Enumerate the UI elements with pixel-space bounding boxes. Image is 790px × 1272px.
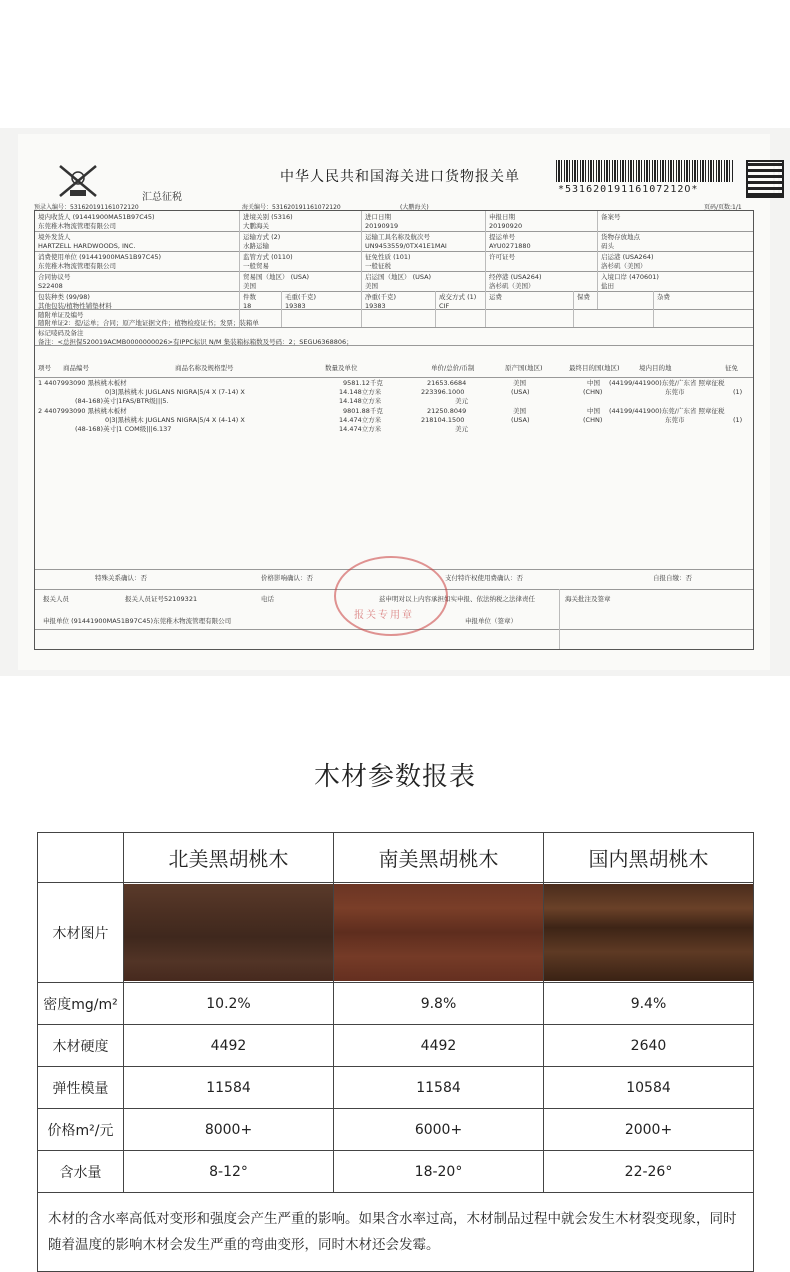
- goods-row-2-domestic: (44199/441900)东莞/广东省 照章征税: [609, 407, 725, 415]
- goods-row-1-line2: 0|3|黑核桃木 JUGLANS NIGRA|5/4 X (7-14) X: [105, 388, 245, 396]
- barcode: [556, 160, 734, 182]
- net-label: 净重(千克): [365, 293, 397, 301]
- image-row-label: 木材图片: [38, 883, 124, 983]
- goods-row-1-qty1: 9581.12千克: [343, 379, 383, 387]
- wood-parameter-table: [37, 832, 754, 1272]
- goods-row-2-line3: (48-168)英寸|1 COM级|||6.137: [75, 425, 172, 433]
- declarant-cert: 报关人员证号52109321: [125, 595, 198, 603]
- goods-row-2-qty2: 14.474立方米: [339, 416, 382, 424]
- entry-port-value: 盐田: [601, 282, 614, 290]
- goods-header-qty: 数量及单位: [325, 364, 358, 372]
- contract-label: 合同协议号: [38, 273, 71, 281]
- declaring-seal: 申报单位（签章）: [465, 617, 517, 625]
- goods-row-1-origin: 美国: [513, 379, 526, 387]
- declare-date-label: 申报日期: [489, 213, 515, 221]
- goods-header-origin: 原产国(地区): [505, 364, 543, 372]
- bl-label: 提运单号: [489, 233, 515, 241]
- table-row: [38, 1151, 754, 1193]
- table-cell: 18-20°: [334, 1151, 544, 1193]
- supervision-value: 一般贸易: [243, 262, 269, 270]
- row-label-moisture: 含水量: [38, 1151, 124, 1193]
- table-row: [38, 1109, 754, 1151]
- table-cell: 4492: [334, 1025, 544, 1067]
- table-corner-cell: [38, 833, 124, 883]
- table-cell: 2640: [544, 1025, 754, 1067]
- tax-label: 征免性质 (101): [365, 253, 411, 261]
- goods-row-1-levy: (1): [733, 388, 743, 396]
- goods-row-2-price2: 218104.1500: [421, 416, 465, 424]
- declarant: 报关人员: [43, 595, 69, 603]
- supervision-label: 监管方式 (0110): [243, 253, 293, 261]
- row-label-price: 价格m²/元: [38, 1109, 124, 1151]
- goods-row-1-price1: 21653.6684: [427, 379, 467, 387]
- table-row: [38, 983, 754, 1025]
- section-title: 木材参数报表: [313, 762, 476, 792]
- gross-label: 毛重(千克): [285, 293, 317, 301]
- marks-value: 备注：<总担保520019ACMB0000000026>有IPPC标识 N/M 集装箱标箱数及号码：2；SEGU6368806；: [38, 338, 353, 346]
- goods-row-2-domestic2: 东莞市: [665, 416, 685, 424]
- goods-row-1-dest-code: (CHN): [583, 388, 603, 396]
- departure-label: 启运港 (USA264): [601, 253, 654, 261]
- goods-row-1-line1: 1 4407993090 黑核桃木板材: [38, 379, 127, 387]
- wood-image-cell: [334, 883, 544, 983]
- deal-value: CIF: [439, 302, 450, 310]
- table-image-row: [38, 883, 754, 983]
- domestic-walnut-image: [544, 884, 753, 981]
- departure-value: 洛杉矶（美国）: [601, 262, 647, 270]
- docs-label: 随附单证及编号: [38, 311, 84, 319]
- table-note: 木材的含水率高低对变形和强度会产生严重的影响。如果含水率过高，木材制品过程中就会发生木材裂变现象，同时随着温度的影响木材会发生严重的弯曲变形，同时木材还会发霉。: [38, 1193, 754, 1272]
- trade-country-label: 贸易国（地区） (USA): [243, 273, 310, 281]
- phone: 电话: [261, 595, 274, 603]
- insurance-label: 保费: [577, 293, 590, 301]
- table-cell: 8-12°: [124, 1151, 334, 1193]
- customs-emblem-icon: [56, 162, 100, 200]
- origin-country-label: 启运国（地区） (USA): [365, 273, 432, 281]
- declaring-unit: 申报单位 (91441900MA51B97C45)东莞稚木物流管理有限公司: [43, 617, 232, 625]
- pre-record-number: 预录入编号：531620191161072120: [34, 204, 139, 211]
- page-info: 页码/页数:1/1: [704, 204, 742, 211]
- goods-header-levy: 征免: [725, 364, 738, 372]
- top-whitespace: [0, 0, 790, 128]
- goods-row-1-price3: 美元: [455, 397, 468, 405]
- package-value: 其他包装/植物性铺垫材料: [38, 302, 112, 310]
- barcode-text: *53162019116107212O*: [558, 184, 699, 195]
- consignee-value: 东莞稚木物流管理有限公司: [38, 222, 116, 230]
- license-label: 许可证号: [489, 253, 515, 261]
- goods-row-1-origin-code: (USA): [511, 388, 530, 396]
- price-influence: 价格影响确认：否: [261, 574, 313, 582]
- goods-row-1-price2: 223396.1000: [421, 388, 465, 396]
- tax-summary-label: 汇总征税: [142, 192, 182, 203]
- entry-customs-label: 进境关别 (5316): [243, 213, 293, 221]
- consumer-label: 消费使用单位 (91441900MA51B97C45): [38, 253, 162, 261]
- customs-note: 海关批注及签章: [565, 595, 611, 603]
- gross-value: 19383: [285, 302, 306, 310]
- goods-row-2-price3: 美元: [455, 425, 468, 433]
- customs-office: (大鹏海关): [400, 204, 429, 211]
- header-south-american-walnut: 南美黑胡桃木: [334, 833, 544, 883]
- goods-row-1-qty3: 14.148立方米: [339, 397, 382, 405]
- row-label-hardness: 木材硬度: [38, 1025, 124, 1067]
- table-note-row: [38, 1193, 754, 1272]
- tax-value: 一般征税: [365, 262, 391, 270]
- declare-date-value: 20190920: [489, 222, 523, 230]
- net-value: 19383: [365, 302, 386, 310]
- package-label: 包装种类 (99/98): [38, 293, 90, 301]
- goods-header-name: 商品名称及规格型号: [175, 364, 234, 372]
- wood-image-cell: [124, 883, 334, 983]
- table-cell: 11584: [124, 1067, 334, 1109]
- transport-label: 运输方式 (2): [243, 233, 281, 241]
- header-domestic-walnut: 国内黑胡桃木: [544, 833, 754, 883]
- row-label-elastic-modulus: 弹性模量: [38, 1067, 124, 1109]
- transport-value: 水路运输: [243, 242, 269, 250]
- goods-row-2-line1: 2 4407993090 黑核桃木板材: [38, 407, 127, 415]
- trade-country-value: 美国: [243, 282, 256, 290]
- qr-code-icon: [746, 160, 784, 198]
- declaration-title: 中华人民共和国海关进口货物报关单: [280, 169, 520, 185]
- statement: 兹申明对以上内容承担如实申报、依法纳税之法律责任: [379, 595, 535, 603]
- origin-country-value: 美国: [365, 282, 378, 290]
- table-cell: 10584: [544, 1067, 754, 1109]
- table-row: [38, 1067, 754, 1109]
- self-report: 自报自缴：否: [653, 574, 692, 582]
- goods-row-2-dest-code: (CHN): [583, 416, 603, 424]
- goods-header-item-no: 项号: [38, 364, 51, 372]
- bl-value: AYU0271880: [489, 242, 531, 250]
- goods-row-1-line3: (84-168)英寸|1FAS/BTR级|||5.: [75, 397, 169, 405]
- table-header-row: [38, 833, 754, 883]
- entry-customs-value: 大鹏海关: [243, 222, 269, 230]
- import-date-label: 进口日期: [365, 213, 391, 221]
- wood-image-cell: [544, 883, 754, 983]
- table-cell: 2000+: [544, 1109, 754, 1151]
- stamp-text: 报关专用章: [354, 610, 414, 621]
- table-cell: 9.4%: [544, 983, 754, 1025]
- customs-stamp-icon: [334, 556, 448, 636]
- table-cell: 22-26°: [544, 1151, 754, 1193]
- overseas-shipper-label: 境外发货人: [38, 233, 71, 241]
- docs-value: 随附单证2：提/运单；合同；原产地证据文件；植物检疫证书；发票；装箱单: [38, 319, 259, 327]
- contract-value: S22408: [38, 282, 63, 290]
- royalty: 支付特许权使用费确认：否: [445, 574, 523, 582]
- storage-label: 货物存放地点: [601, 233, 640, 241]
- customs-number: 海关编号：531620191161072120: [242, 204, 341, 211]
- goods-row-2-line2: 0|3|黑核桃木 JUGLANS NIGRA|5/4 X (4-14) X: [105, 416, 245, 424]
- table-cell: 10.2%: [124, 983, 334, 1025]
- vessel-label: 运输工具名称及航次号: [365, 233, 430, 241]
- north-american-walnut-image: [124, 884, 333, 981]
- table-cell: 11584: [334, 1067, 544, 1109]
- goods-row-2-origin-code: (USA): [511, 416, 530, 424]
- pieces-value: 18: [243, 302, 252, 310]
- goods-header-price: 单价/总价/币制: [431, 364, 475, 372]
- row-label-density: 密度mg/m²: [38, 983, 124, 1025]
- goods-row-2-origin: 美国: [513, 407, 526, 415]
- goods-row-2-qty3: 14.474立方米: [339, 425, 382, 433]
- goods-row-2-dest: 中国: [587, 407, 600, 415]
- table-cell: 8000+: [124, 1109, 334, 1151]
- transit-value: 洛杉矶（美国）: [489, 282, 535, 290]
- customs-declaration-image: [0, 128, 790, 676]
- pieces-label: 件数: [243, 293, 256, 301]
- misc-label: 杂费: [657, 293, 670, 301]
- goods-header-dest: 最终目的国(地区): [569, 364, 620, 372]
- table-row: [38, 1025, 754, 1067]
- goods-row-2-qty1: 9801.88千克: [343, 407, 383, 415]
- goods-header-domestic: 境内目的地: [639, 364, 672, 372]
- consumer-value: 东莞稚木物流管理有限公司: [38, 262, 116, 270]
- goods-row-1-dest: 中国: [587, 379, 600, 387]
- vessel-value: UN9453559/0TX41E1MAI: [365, 242, 447, 250]
- goods-row-2-levy: (1): [733, 416, 743, 424]
- filing-no-label: 备案号: [601, 213, 621, 221]
- deal-label: 成交方式 (1): [439, 293, 477, 301]
- transit-label: 经停港 (USA264): [489, 273, 542, 281]
- goods-row-1-domestic: (44199/441900)东莞/广东省 照章征税: [609, 379, 725, 387]
- goods-row-2-price1: 21250.8049: [427, 407, 467, 415]
- storage-value: 码头: [601, 242, 614, 250]
- table-cell: 4492: [124, 1025, 334, 1067]
- special-relation: 特殊关系确认：否: [95, 574, 147, 582]
- goods-row-1-qty2: 14.148立方米: [339, 388, 382, 396]
- goods-header-code: 商品编号: [63, 364, 89, 372]
- table-cell: 9.8%: [334, 983, 544, 1025]
- overseas-shipper-value: HARTZELL HARDWOODS, INC.: [38, 242, 136, 250]
- freight-label: 运费: [489, 293, 502, 301]
- header-north-american-walnut: 北美黑胡桃木: [124, 833, 334, 883]
- entry-port-label: 入境口岸 (470601): [601, 273, 659, 281]
- table-cell: 6000+: [334, 1109, 544, 1151]
- goods-row-1-domestic2: 东莞市: [665, 388, 685, 396]
- south-american-walnut-image: [334, 884, 543, 981]
- consignee-label: 境内收货人 (91441900MA51B97C45): [38, 213, 155, 221]
- marks-label: 标记唛码及备注: [38, 329, 84, 337]
- import-date-value: 20190919: [365, 222, 399, 230]
